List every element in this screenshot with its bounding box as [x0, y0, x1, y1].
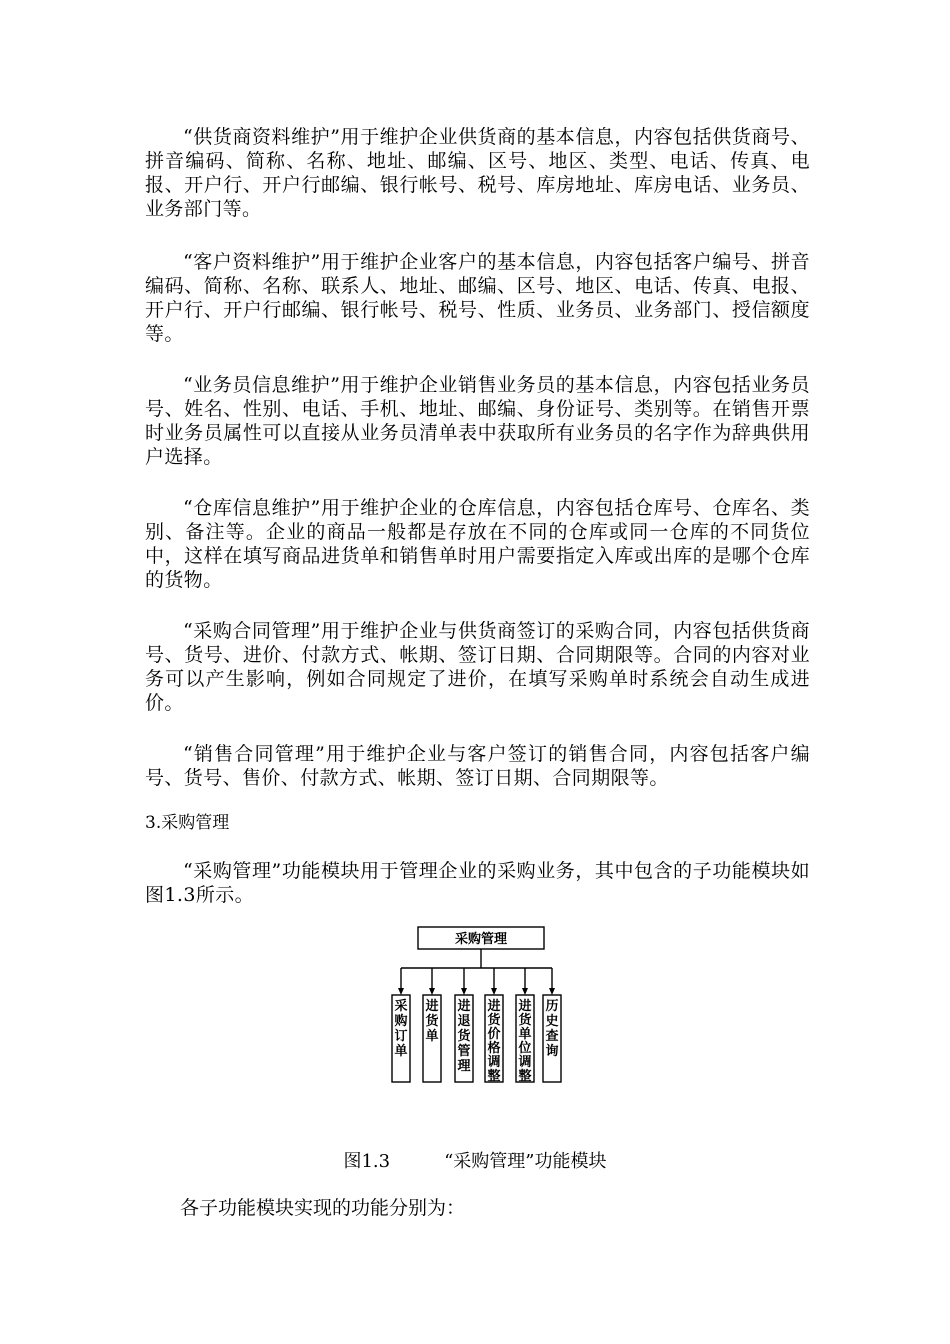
diagram-child-label: 货	[487, 1013, 501, 1028]
diagram-child-label: 查	[545, 1029, 559, 1044]
diagram-child-label: 管	[457, 1044, 471, 1059]
diagram-child-label: 进	[487, 999, 501, 1014]
diagram-child-label: 整	[518, 1069, 532, 1084]
diagram-child-label: 格	[487, 1041, 501, 1056]
diagram-child-label: 历	[545, 999, 559, 1014]
section-intro: “采购管理”功能模块用于管理企业的采购业务，其中包含的子功能模块如图1.3所示。	[145, 860, 810, 906]
diagram-child-label: 采	[394, 999, 408, 1014]
diagram-child-label: 理	[457, 1059, 471, 1074]
diagram-child-label: 价	[487, 1027, 501, 1042]
diagram-child-label: 单	[425, 1029, 439, 1044]
paragraph-supplier: “供货商资料维护”用于维护企业供货商的基本信息，内容包括供货商号、拼音编码、简称、名称、地址、邮编、区号、地区、类型、电话、传真、电报、开户行、开户行邮编、银行帐号、税号、库房地址、库房电话、业务员、业务部门等。	[145, 126, 810, 220]
diagram-child-label: 订	[394, 1029, 408, 1044]
diagram-arrowhead	[522, 988, 528, 995]
purchase-module-diagram	[380, 920, 570, 1085]
closing-text: 各子功能模块实现的功能分别为：	[180, 1197, 466, 1219]
diagram-child-label: 询	[545, 1044, 559, 1059]
diagram-child-label: 货	[518, 1013, 532, 1028]
diagram-child-label: 购	[394, 1014, 408, 1029]
section-heading: 3.采购管理	[145, 813, 230, 833]
diagram-arrowhead	[491, 988, 497, 995]
diagram-child-label: 货	[457, 1029, 471, 1044]
diagram-child-label: 调	[487, 1055, 501, 1070]
diagram-child-label: 调	[518, 1055, 532, 1070]
diagram-child-label: 货	[425, 1014, 439, 1029]
paragraph-warehouse: “仓库信息维护”用于维护企业的仓库信息，内容包括仓库号、仓库名、类别、备注等。企业的商品一般都是存放在不同的仓库或同一仓库的不同货位中，这样在填写商品进货单和销售单时用户需要指定入库或出库的是哪个仓库的货物。	[145, 497, 810, 591]
diagram-child-label: 单	[394, 1044, 408, 1059]
diagram-child-label: 史	[545, 1014, 559, 1029]
diagram-arrowhead	[549, 988, 555, 995]
paragraph-purchase-contract: “采购合同管理”用于维护企业与供货商签订的采购合同，内容包括供货商号、货号、进价、付款方式、帐期、签订日期、合同期限等。合同的内容对业务可以产生影响，例如合同规定了进价，在填写采购单时系统会自动生成进价。	[145, 620, 810, 714]
paragraph-salesperson: “业务员信息维护”用于维护企业销售业务员的基本信息，内容包括业务员号、姓名、性别、电话、手机、地址、邮编、身份证号、类别等。在销售开票时业务员属性可以直接从业务员清单表中获取所有业务员的名字作为辞典供用户选择。	[145, 374, 810, 468]
diagram-arrowhead	[461, 988, 467, 995]
paragraph-sales-contract: “销售合同管理”用于维护企业与客户签订的销售合同，内容包括客户编号、货号、售价、付款方式、帐期、签订日期、合同期限等。	[145, 743, 810, 789]
diagram-arrowhead	[398, 988, 404, 995]
diagram-root-label: 采购管理	[454, 932, 508, 947]
diagram-arrowhead	[429, 988, 435, 995]
paragraph-customer: “客户资料维护”用于维护企业客户的基本信息，内容包括客户编号、拼音编码、简称、名称、联系人、地址、邮编、区号、地区、电话、传真、电报、开户行、开户行邮编、银行帐号、税号、性质、业务员、业务部门、授信额度等。	[145, 251, 810, 345]
diagram-child-label: 单	[518, 1027, 532, 1042]
figure-caption: 图1.3 “采购管理”功能模块	[343, 1151, 607, 1172]
diagram-child-label: 进	[425, 999, 439, 1014]
diagram-child-label: 退	[457, 1014, 471, 1029]
diagram-child-label: 进	[457, 999, 471, 1014]
diagram-child-label: 整	[487, 1069, 501, 1084]
diagram-child-label: 进	[518, 999, 532, 1014]
diagram-child-label: 位	[518, 1041, 532, 1056]
